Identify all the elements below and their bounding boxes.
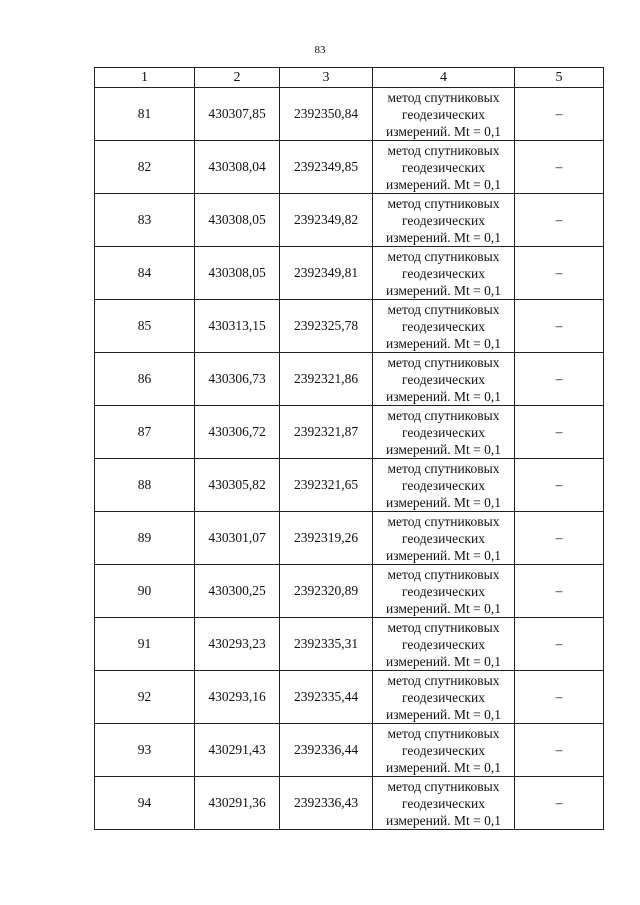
method-line: метод спутниковых — [387, 195, 500, 211]
method-line: измерений. Mt = 0,1 — [385, 229, 502, 245]
y-coordinate-cell: 2392335,31 — [280, 618, 373, 671]
note-cell: – — [515, 777, 604, 830]
method-line: измерений. Mt = 0,1 — [385, 282, 502, 298]
y-coordinate-cell: 2392349,82 — [280, 194, 373, 247]
note-cell: – — [515, 406, 604, 459]
table-row — [95, 300, 604, 353]
note-cell: – — [515, 247, 604, 300]
method-line: геодезических — [402, 583, 485, 599]
x-coordinate-cell: 430307,85 — [195, 88, 280, 141]
point-number-cell: 92 — [95, 671, 195, 724]
table-row — [95, 459, 604, 512]
point-number-cell: 94 — [95, 777, 195, 830]
note-cell: – — [515, 194, 604, 247]
method-line: метод спутниковых — [387, 672, 500, 688]
point-number-cell: 88 — [95, 459, 195, 512]
method-line: измерений. Mt = 0,1 — [385, 494, 502, 510]
y-coordinate-cell: 2392321,87 — [280, 406, 373, 459]
table-row — [95, 565, 604, 618]
note-cell: – — [515, 459, 604, 512]
method-line: метод спутниковых — [387, 142, 500, 158]
method-line: геодезических — [402, 318, 485, 334]
x-coordinate-cell: 430306,72 — [195, 406, 280, 459]
method-line: измерений. Mt = 0,1 — [385, 388, 502, 404]
page-number: 83 — [314, 44, 326, 56]
note-cell: – — [515, 141, 604, 194]
method-line: геодезических — [402, 742, 485, 758]
point-number-cell: 85 — [95, 300, 195, 353]
x-coordinate-cell: 430308,05 — [195, 247, 280, 300]
x-coordinate-cell: 430291,36 — [195, 777, 280, 830]
note-cell: – — [515, 565, 604, 618]
method-line: геодезических — [402, 424, 485, 440]
table-body — [95, 88, 604, 830]
method-cell — [373, 618, 515, 671]
method-line: геодезических — [402, 371, 485, 387]
point-number-cell: 91 — [95, 618, 195, 671]
table-header — [95, 68, 604, 88]
method-line: геодезических — [402, 212, 485, 228]
method-cell — [373, 88, 515, 141]
note-cell: – — [515, 512, 604, 565]
y-coordinate-cell: 2392335,44 — [280, 671, 373, 724]
method-cell — [373, 565, 515, 618]
method-line: измерений. Mt = 0,1 — [385, 123, 502, 139]
point-number-cell: 89 — [95, 512, 195, 565]
x-coordinate-cell: 430308,04 — [195, 141, 280, 194]
method-line: метод спутниковых — [387, 248, 500, 264]
point-number-cell: 81 — [95, 88, 195, 141]
method-cell — [373, 300, 515, 353]
table-row — [95, 406, 604, 459]
point-number-cell: 86 — [95, 353, 195, 406]
y-coordinate-cell: 2392349,85 — [280, 141, 373, 194]
method-line: геодезических — [402, 106, 485, 122]
method-line: геодезических — [402, 477, 485, 493]
table-row — [95, 194, 604, 247]
method-cell — [373, 671, 515, 724]
method-line: метод спутниковых — [387, 778, 500, 794]
method-line: измерений. Mt = 0,1 — [385, 759, 502, 775]
table-row — [95, 618, 604, 671]
point-number-cell: 90 — [95, 565, 195, 618]
y-coordinate-cell: 2392321,86 — [280, 353, 373, 406]
point-number-cell: 93 — [95, 724, 195, 777]
table-row — [95, 777, 604, 830]
method-cell — [373, 406, 515, 459]
point-number-cell: 84 — [95, 247, 195, 300]
method-line: геодезических — [402, 159, 485, 175]
table-row — [95, 141, 604, 194]
y-coordinate-cell: 2392349,81 — [280, 247, 373, 300]
method-line: измерений. Mt = 0,1 — [385, 653, 502, 669]
note-cell: – — [515, 724, 604, 777]
method-line: метод спутниковых — [387, 513, 500, 529]
method-line: метод спутниковых — [387, 460, 500, 476]
table-row — [95, 724, 604, 777]
note-cell: – — [515, 300, 604, 353]
note-cell: – — [515, 671, 604, 724]
method-line: измерений. Mt = 0,1 — [385, 176, 502, 192]
column-header: 5 — [515, 68, 604, 88]
note-cell: – — [515, 88, 604, 141]
x-coordinate-cell: 430300,25 — [195, 565, 280, 618]
point-number-cell: 87 — [95, 406, 195, 459]
y-coordinate-cell: 2392336,44 — [280, 724, 373, 777]
y-coordinate-cell: 2392320,89 — [280, 565, 373, 618]
method-line: измерений. Mt = 0,1 — [385, 441, 502, 457]
method-line: геодезических — [402, 689, 485, 705]
method-cell — [373, 194, 515, 247]
x-coordinate-cell: 430291,43 — [195, 724, 280, 777]
x-coordinate-cell: 430306,73 — [195, 353, 280, 406]
method-cell — [373, 459, 515, 512]
method-line: метод спутниковых — [387, 407, 500, 423]
method-line: метод спутниковых — [387, 354, 500, 370]
method-cell — [373, 777, 515, 830]
method-line: геодезических — [402, 636, 485, 652]
method-cell — [373, 512, 515, 565]
table-row — [95, 247, 604, 300]
method-line: геодезических — [402, 265, 485, 281]
x-coordinate-cell: 430293,23 — [195, 618, 280, 671]
method-line: метод спутниковых — [387, 619, 500, 635]
column-header: 3 — [280, 68, 373, 88]
method-line: геодезических — [402, 530, 485, 546]
table-row — [95, 512, 604, 565]
method-line: измерений. Mt = 0,1 — [385, 335, 502, 351]
method-line: геодезических — [402, 795, 485, 811]
table-row — [95, 353, 604, 406]
header-row — [95, 68, 604, 88]
coordinates-table — [94, 67, 604, 830]
method-line: измерений. Mt = 0,1 — [385, 547, 502, 563]
point-number-cell: 83 — [95, 194, 195, 247]
method-line: метод спутниковых — [387, 301, 500, 317]
table-row — [95, 88, 604, 141]
column-header: 4 — [373, 68, 515, 88]
method-line: измерений. Mt = 0,1 — [385, 812, 502, 828]
x-coordinate-cell: 430313,15 — [195, 300, 280, 353]
method-line: метод спутниковых — [387, 89, 500, 105]
y-coordinate-cell: 2392325,78 — [280, 300, 373, 353]
x-coordinate-cell: 430293,16 — [195, 671, 280, 724]
column-header: 1 — [95, 68, 195, 88]
method-line: измерений. Mt = 0,1 — [385, 706, 502, 722]
point-number-cell: 82 — [95, 141, 195, 194]
x-coordinate-cell: 430308,05 — [195, 194, 280, 247]
column-header: 2 — [195, 68, 280, 88]
method-cell — [373, 247, 515, 300]
table-row — [95, 671, 604, 724]
method-line: метод спутниковых — [387, 566, 500, 582]
x-coordinate-cell: 430301,07 — [195, 512, 280, 565]
method-cell — [373, 353, 515, 406]
y-coordinate-cell: 2392350,84 — [280, 88, 373, 141]
note-cell: – — [515, 618, 604, 671]
y-coordinate-cell: 2392319,26 — [280, 512, 373, 565]
y-coordinate-cell: 2392321,65 — [280, 459, 373, 512]
note-cell: – — [515, 353, 604, 406]
method-cell — [373, 724, 515, 777]
method-cell — [373, 141, 515, 194]
x-coordinate-cell: 430305,82 — [195, 459, 280, 512]
method-line: измерений. Mt = 0,1 — [385, 600, 502, 616]
method-line: метод спутниковых — [387, 725, 500, 741]
y-coordinate-cell: 2392336,43 — [280, 777, 373, 830]
